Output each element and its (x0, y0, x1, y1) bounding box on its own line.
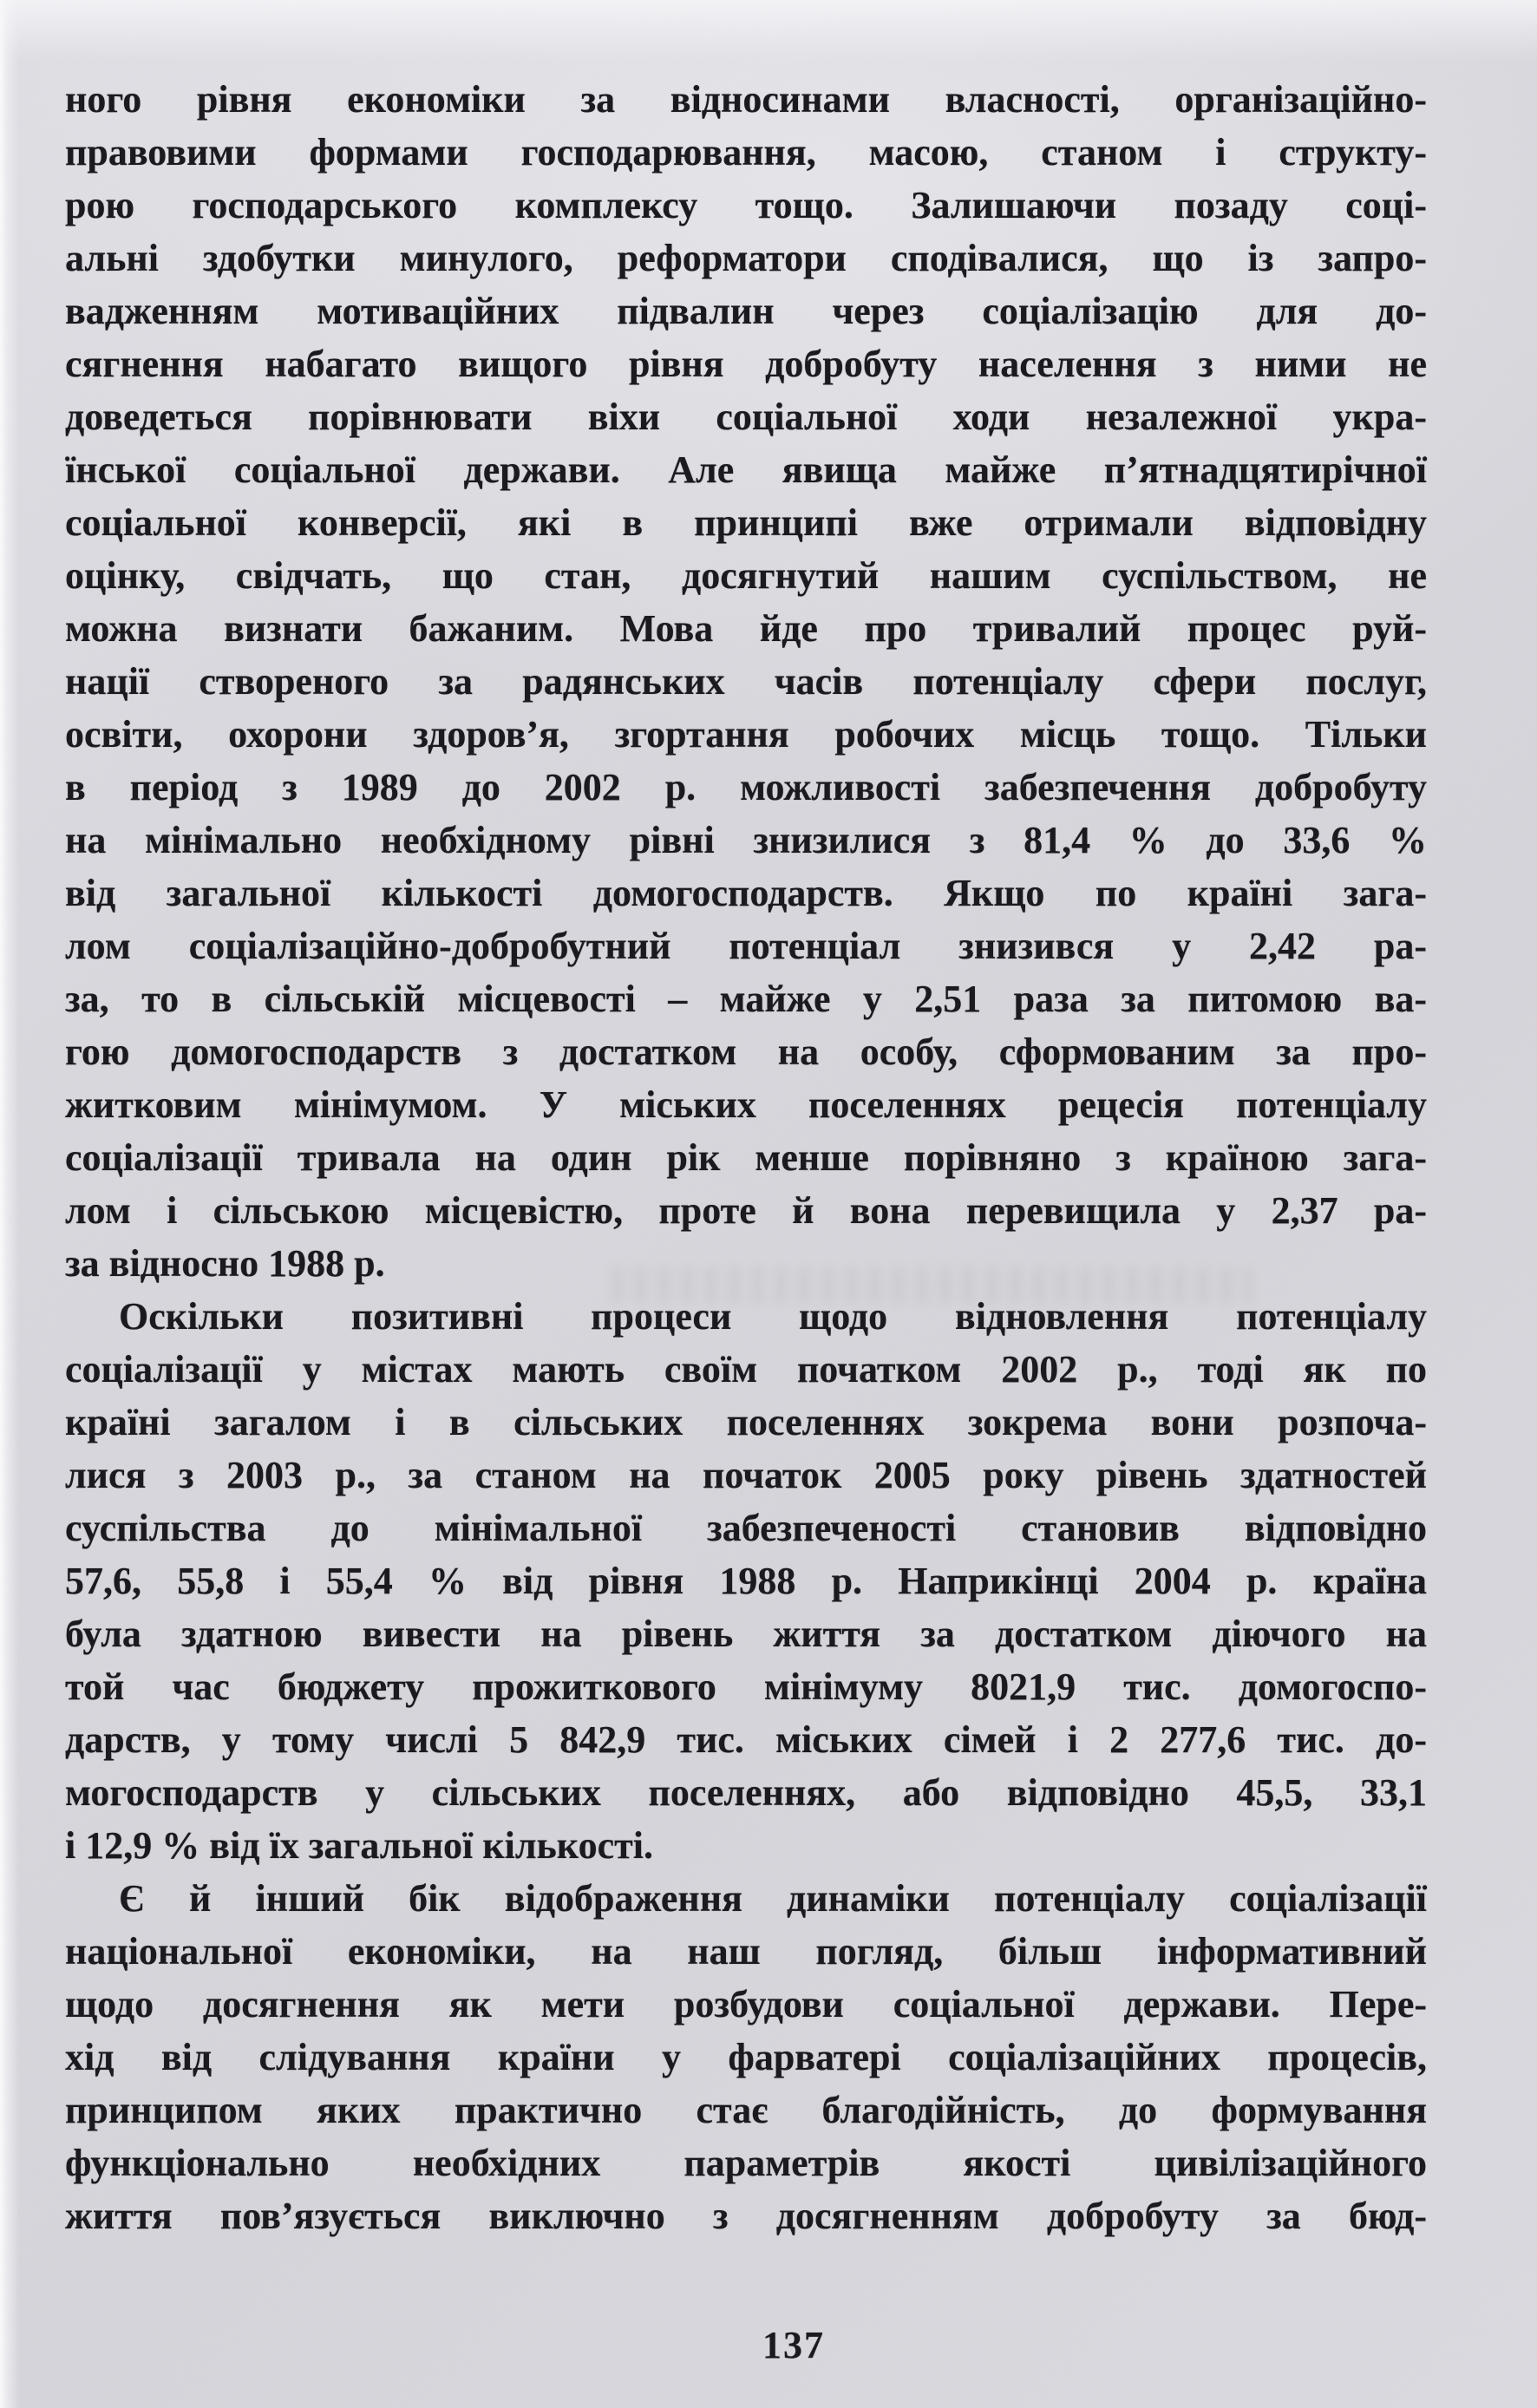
text-line: національної економіки, на наш погляд, більш інформативний (65, 1930, 1427, 1973)
text-line: в період з 1989 до 2002 р. можливості забезпечення добробуту (65, 766, 1427, 808)
text-line: країні загалом і в сільських поселеннях зокрема вони розпоча- (65, 1401, 1427, 1443)
text-line: лом соціалізаційно-добробутний потенціал знизився у 2,42 ра- (65, 925, 1427, 967)
text-line: оцінку, свідчать, що стан, досягнутий нашим суспільством, не (65, 554, 1427, 597)
text-line: ного рівня економіки за відносинами власності, організаційно- (65, 78, 1427, 121)
text-line: за, то в сільській місцевості – майже у 2,51 раза за питомою ва- (65, 978, 1427, 1020)
text-line: за відносно 1988 р. (65, 1242, 385, 1285)
text-line: їнської соціальної держави. Але явища майже п’ятнадцятирічної (65, 448, 1427, 491)
text-line: альні здобутки минулого, реформатори сподівалися, що із запро- (65, 237, 1427, 279)
text-line: нації створеного за радянських часів потенціалу сфери послуг, (65, 660, 1427, 703)
text-line: хід від слідування країни у фарватері соціалізаційних процесів, (65, 2036, 1427, 2078)
text-line: лися з 2003 р., за станом на початок 2005 року рівень здатностей (65, 1454, 1427, 1496)
text-line: соціальної конверсії, які в принципі вже отримали відповідну (65, 501, 1427, 544)
page-left-edge (0, 0, 19, 2408)
text-line: від загальної кількості домогосподарств. Якщо по країні зага- (65, 872, 1427, 914)
text-line: функціонально необхідних параметрів якості цивілізаційного (65, 2142, 1427, 2184)
text-line: 57,6, 55,8 і 55,4 % від рівня 1988 р. Наприкінці 2004 р. країна (65, 1560, 1427, 1602)
text-block (65, 73, 1427, 2242)
text-line: житковим мінімумом. У міських поселеннях рецесія потенціалу (65, 1083, 1427, 1126)
text-line: життя пов’язується виключно з досягненням добробуту за бюд- (65, 2195, 1427, 2237)
page-number: 137 (762, 2324, 825, 2366)
text-line: соціалізації тривала на один рік менше порівняно з країною зага- (65, 1136, 1427, 1179)
text-line: лом і сільською місцевістю, проте й вона перевищила у 2,37 ра- (65, 1189, 1427, 1232)
text-line: рою господарського комплексу тощо. Залишаючи позаду соці- (65, 184, 1427, 226)
text-line: Є й інший бік відображення динаміки потенціалу соціалізації (119, 1877, 1427, 1920)
page-top-edge (0, 0, 1537, 61)
text-line: сягнення набагато вищого рівня добробуту населення з ними не (65, 343, 1427, 385)
text-line: принципом яких практично стає благодійність, до формування (65, 2089, 1427, 2131)
text-line: була здатною вивести на рівень життя за достатком діючого на (65, 1613, 1427, 1655)
text-line: правовими формами господарювання, масою, станом і структу- (65, 131, 1427, 173)
text-line: соціалізації у містах мають своїм початком 2002 р., тоді як по (65, 1348, 1427, 1390)
text-line: і 12,9 % від їх загальної кількості. (65, 1824, 653, 1867)
text-line: Оскільки позитивні процеси щодо відновлення потенціалу (119, 1295, 1427, 1338)
text-line: щодо досягнення як мети розбудови соціальної держави. Пере- (65, 1983, 1427, 2025)
text-line: на мінімально необхідному рівні знизилися з 81,4 % до 33,6 % (65, 819, 1427, 861)
text-line: дарств, у тому числі 5 842,9 тис. міських сімей і 2 277,6 тис. до- (65, 1718, 1427, 1761)
text-line: доведеться порівнювати віхи соціальної ходи незалежної укра- (65, 396, 1427, 438)
text-line: вадженням мотиваційних підвалин через соціалізацію для до- (65, 290, 1427, 332)
text-line: гою домогосподарств з достатком на особу, сформованим за про- (65, 1031, 1427, 1073)
text-line: той час бюджету прожиткового мінімуму 8021,9 тис. домогоспо- (65, 1665, 1427, 1708)
text-line: могосподарств у сільських поселеннях, або відповідно 45,5, 33,1 (65, 1771, 1427, 1814)
text-line: суспільства до мінімальної забезпеченості становив відповідно (65, 1507, 1427, 1549)
text-line: можна визнати бажаним. Мова йде про тривалий процес руй- (65, 607, 1427, 650)
text-line: освіти, охорони здоров’я, згортання робочих місць тощо. Тільки (65, 713, 1427, 756)
